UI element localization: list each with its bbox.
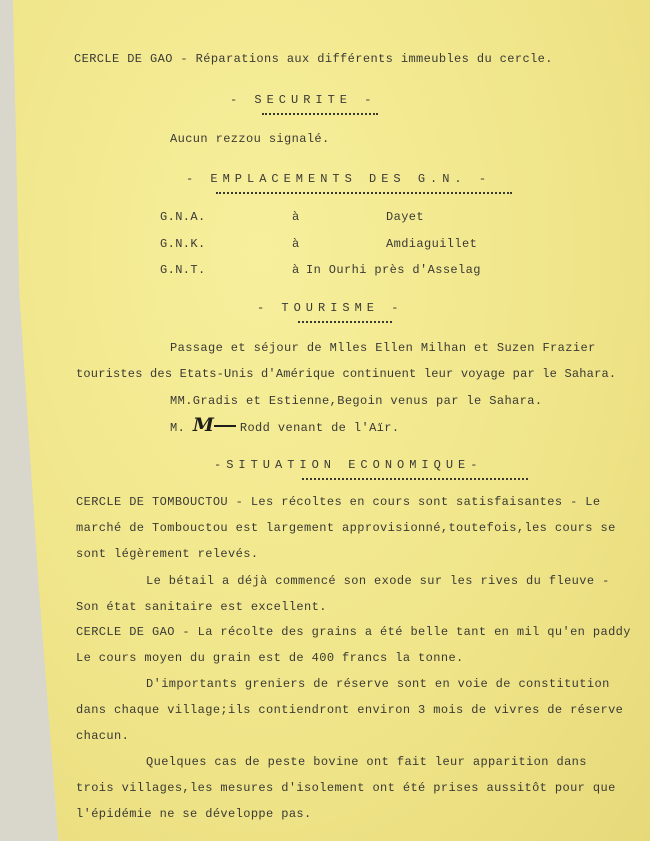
- section-title-emplacements: - EMPLACEMENTS DES G.N. -: [186, 172, 492, 186]
- tourisme-line: Passage et séjour de Mlles Ellen Milhan et Suzen Frazier: [170, 341, 596, 355]
- gn-place: In Ourhi près d'Asselag: [306, 263, 481, 277]
- economie-line: CERCLE DE TOMBOUCTOU - Les récoltes en cours sont satisfaisantes - Le: [76, 495, 601, 509]
- gn-code: G.N.T.: [160, 263, 206, 277]
- economie-line: l'épidémie ne se développe pas.: [76, 807, 312, 821]
- gn-prep: à: [292, 210, 300, 224]
- gn-place: Dayet: [386, 210, 425, 224]
- header-line: CERCLE DE GAO - Réparations aux différents immeubles du cercle.: [74, 52, 553, 66]
- tourisme-prefix: M.: [170, 421, 186, 435]
- economie-line: sont légèrement relevés.: [76, 547, 259, 561]
- economie-line: Son état sanitaire est excellent.: [76, 600, 327, 614]
- strikeout: [214, 425, 236, 427]
- section-underline: [216, 192, 512, 194]
- section-title-economique: -SITUATION ECONOMIQUE-: [214, 458, 483, 472]
- economie-line: dans chaque village;ils contiendront environ 3 mois de vivres de réserve: [76, 703, 624, 717]
- economie-line: Le bétail a déjà commencé son exode sur les rives du fleuve -: [146, 574, 610, 588]
- section-underline: [302, 478, 528, 480]
- tourisme-rest: Rodd venant de l'Aïr.: [239, 421, 400, 435]
- economie-line: Le cours moyen du grain est de 400 francs la tonne.: [76, 651, 464, 665]
- section-title-securite: - SECURITE -: [230, 93, 377, 107]
- tourisme-line: touristes des Etats-Unis d'Amérique continuent leur voyage par le Sahara.: [76, 367, 617, 381]
- section-underline: [298, 321, 392, 323]
- section-underline: [262, 113, 378, 115]
- economie-line: D'importants greniers de réserve sont en voie de constitution: [146, 677, 610, 691]
- gn-code: G.N.A.: [160, 210, 206, 224]
- gn-place: Amdiaguillet: [386, 237, 478, 251]
- economie-line: trois villages,les mesures d'isolement ont été prises aussitôt pour que: [76, 781, 616, 795]
- handwritten-correction: M: [192, 414, 212, 436]
- gn-code: G.N.K.: [160, 237, 206, 251]
- economie-line: chacun.: [76, 729, 130, 743]
- economie-line: Quelques cas de peste bovine ont fait leur apparition dans: [146, 755, 587, 769]
- economie-line: CERCLE DE GAO - La récolte des grains a été belle tant en mil qu'en paddy: [76, 625, 631, 639]
- tourisme-line: [170, 414, 400, 436]
- section-title-tourisme: - TOURISME -: [257, 301, 404, 315]
- gn-prep: à: [292, 237, 300, 251]
- tourisme-line: MM.Gradis et Estienne,Begoin venus par le Sahara.: [170, 394, 543, 408]
- economie-line: marché de Tombouctou est largement approvisionné,toutefois,les cours se: [76, 521, 616, 535]
- securite-text: Aucun rezzou signalé.: [170, 132, 330, 146]
- gn-prep: à: [292, 263, 300, 277]
